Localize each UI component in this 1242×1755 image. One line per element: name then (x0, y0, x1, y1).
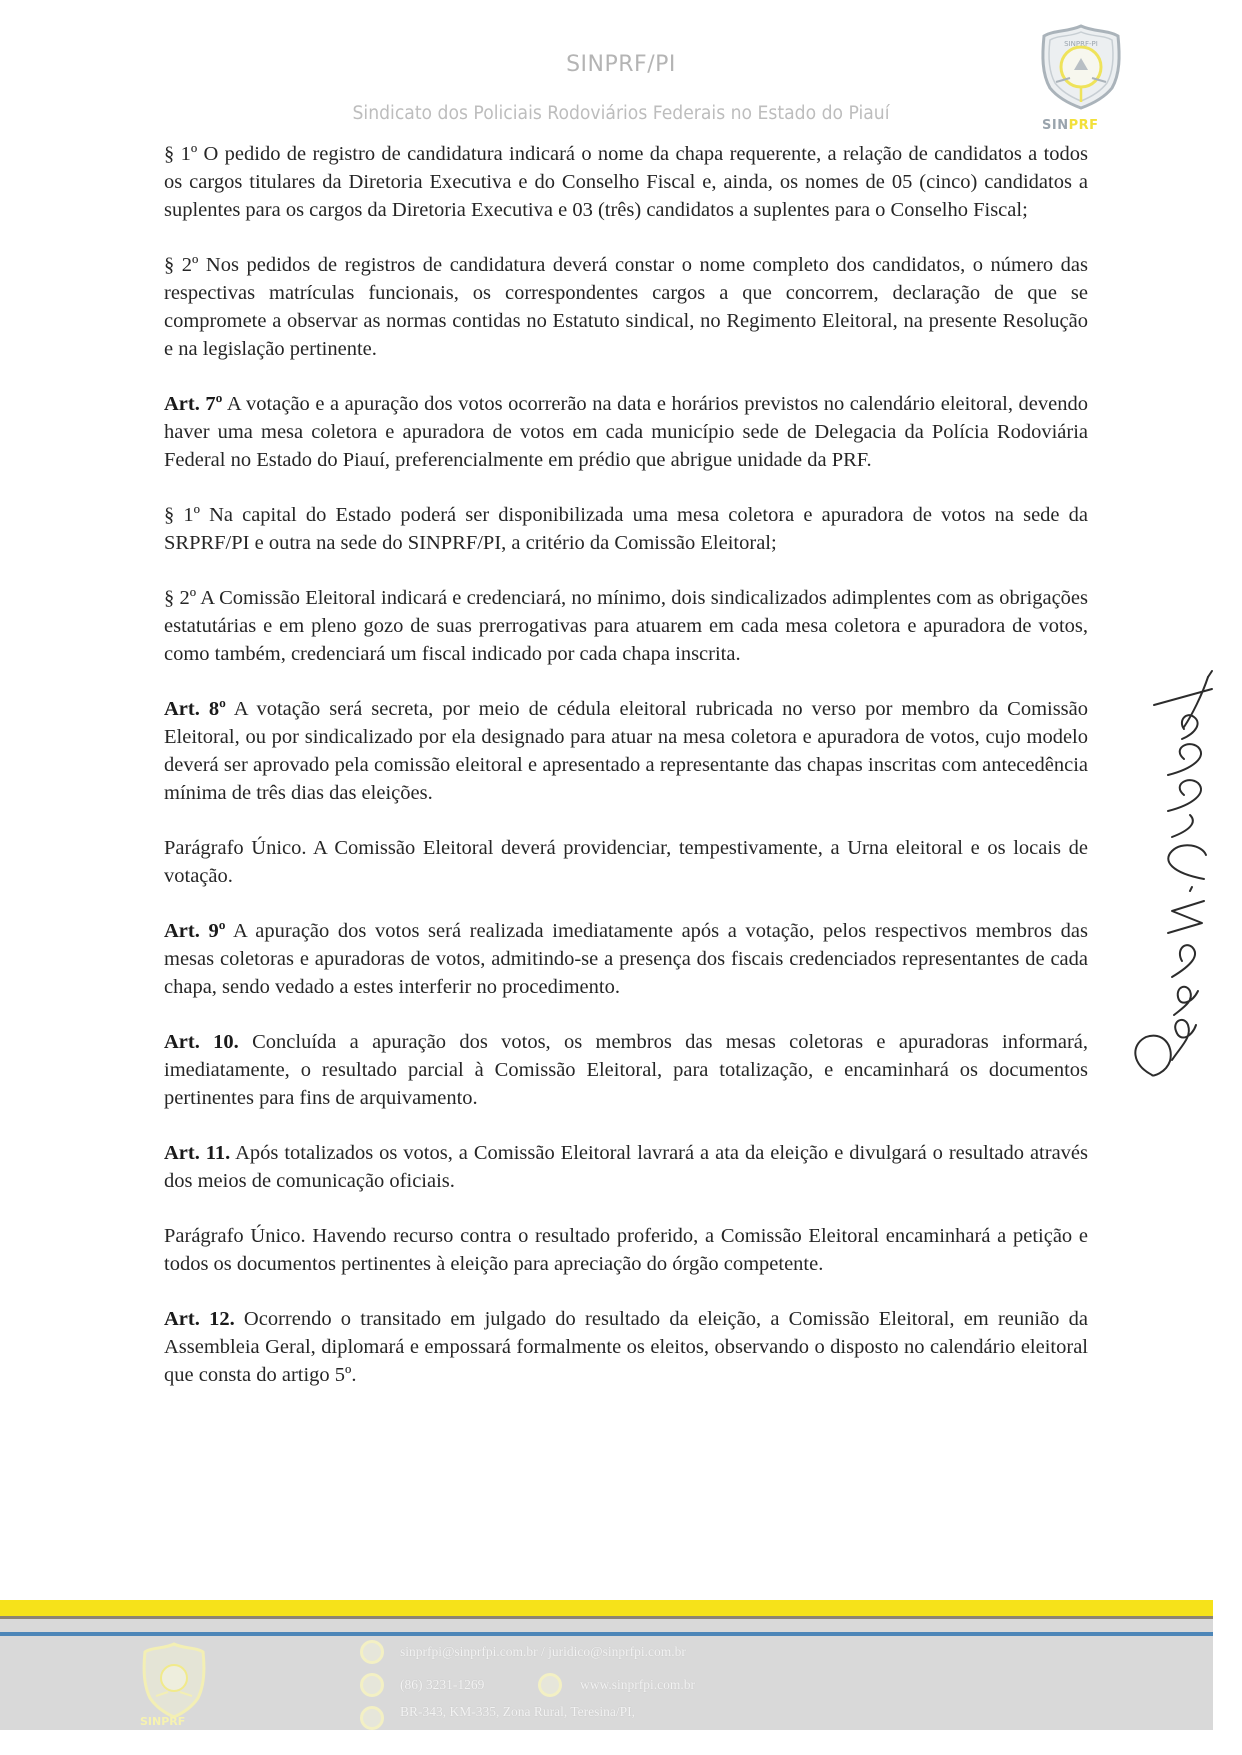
paragraph-text: § 1º O pedido de registro de candidatura indicará o nome da chapa requerente, a relação de candidatos a todos os cargos titulares da Diretoria Executiva e do Conselho Fiscal e, ainda, os nomes de 05 (cinco) candidatos a suplentes para os cargos da Diretoria Executiva e 03 (três) candidatos a suplentes para o Conselho Fiscal; (164, 143, 1088, 221)
paragraph-art7-p2 (164, 584, 1088, 668)
footer-logo-wordmark: SINPRF (140, 1715, 186, 1728)
footer-yellow-stripe (0, 1600, 1213, 1616)
paragraph-art6-p2 (164, 251, 1088, 363)
article-label: Art. 12. (164, 1308, 235, 1330)
paragraph-text: § 1º Na capital do Estado poderá ser disponibilizada uma mesa coletora e apuradora de votos na sede da SRPRF/PI e outra na sede do SINPRF/PI, a critério da Comissão Eleitoral; (164, 504, 1088, 554)
article-label: Art. 11. (164, 1142, 231, 1164)
handwritten-signature (1112, 665, 1227, 1085)
footer-address: BR-343, KM-335, Zona Rural, Teresina/PI, (400, 1704, 636, 1719)
paragraph-art6-p1 (164, 140, 1088, 224)
article-label: Art. 10. (164, 1031, 239, 1053)
paragraph-text: Parágrafo Único. A Comissão Eleitoral deverá providenciar, tempestivamente, a Urna eleitoral e os locais de votação. (164, 837, 1088, 887)
paragraph-text: A votação e a apuração dos votos ocorrerão na data e horários previstos no calendário eleitoral, devendo haver uma mesa coletora e apuradora de votos em cada município sede de Delegacia da Polícia Rodoviária Federal no Estado do Piauí, preferencialmente em prédio que abrigue unidade da PRF. (164, 393, 1088, 471)
footer-website-link[interactable]: www.sinprfpi.com.br (580, 1677, 695, 1692)
paragraph-text: Concluída a apuração dos votos, os membros das mesas coletoras e apuradoras informará, imediatamente, o resultado parcial à Comissão Eleitoral, para totalização, e encaminhará os documentos pertinentes para fins de arquivamento. (164, 1031, 1088, 1109)
page-header-title: SINPRF/PI (566, 52, 676, 77)
paragraph-text: § 2º A Comissão Eleitoral indicará e credenciará, no mínimo, dois sindicalizados adimplentes com as obrigações estatutárias e em pleno gozo de suas prerrogativas para atuarem em cada mesa coletora e apuradora de votos, como também, credenciará um fiscal indicado por cada chapa inscrita. (164, 587, 1088, 665)
paragraph-art7 (164, 390, 1088, 474)
paragraph-art7-p1 (164, 501, 1088, 557)
email-icon (360, 1640, 384, 1664)
article-label: Art. 7º (164, 393, 223, 415)
paragraph-art8 (164, 695, 1088, 807)
paragraph-text: § 2º Nos pedidos de registros de candidatura deverá constar o nome completo dos candidatos, o número das respectivas matrículas funcionais, os correspondentes cargos a que concorrem, declaração de que se compromete a observar as normas contidas no Estatuto sindical, no Regimento Eleitoral, na presente Resolução e na legislação pertinente. (164, 254, 1088, 360)
footer-divider-grey (0, 1616, 1213, 1619)
page-header-subtitle: Sindicato dos Policiais Rodoviários Federais no Estado do Piauí (352, 103, 890, 124)
paragraph-art11-unico (164, 1222, 1088, 1278)
article-label: Art. 8º (164, 698, 226, 720)
paragraph-text: A apuração dos votos será realizada imediatamente após a votação, pelos respectivos membros das mesas coletoras e apuradoras de votos, admitindo-se a presença dos fiscais credenciados representantes de cada chapa, sendo vedado a estes interferir no procedimento. (164, 920, 1088, 998)
sinprf-badge-icon (1036, 22, 1126, 110)
footer-email-link[interactable]: sinprfpi@sinprfpi.com.br / juridico@sinprfpi.com.br (400, 1644, 686, 1659)
header-logo-wordmark (1042, 118, 1099, 133)
phone-icon (360, 1673, 384, 1697)
paragraph-art10 (164, 1028, 1088, 1112)
sinprf-badge-icon (140, 1640, 208, 1720)
page-footer (0, 1600, 1213, 1730)
paragraph-art9 (164, 917, 1088, 1001)
paragraph-text: A votação será secreta, por meio de cédula eleitoral rubricada no verso por membro da Comissão Eleitoral, ou por sindicalizado por ela designado para atuar na mesa coletora e apuradora de votos, cujo modelo deverá ser aprovado pela comissão eleitoral e apresentado a representante das chapas inscritas com antecedência mínima de três dias das eleições. (164, 698, 1089, 804)
paragraph-text: Parágrafo Único. Havendo recurso contra o resultado proferido, a Comissão Eleitoral encaminhará a petição e todos os documentos pertinentes à eleição para apreciação do órgão competente. (164, 1225, 1088, 1275)
article-label: Art. 9º (164, 920, 226, 942)
document-body (164, 140, 1088, 1416)
footer-phone: (86) 3231-1269 (400, 1677, 485, 1692)
footer-divider-blue (0, 1632, 1213, 1636)
paragraph-art12 (164, 1305, 1088, 1389)
logo-wordmark-sin: SIN (1042, 118, 1069, 133)
paragraph-text: Após totalizados os votos, a Comissão Eleitoral lavrará a ata da eleição e divulgará o resultado através dos meios de comunicação oficiais. (164, 1142, 1088, 1192)
logo-wordmark-prf: PRF (1068, 118, 1099, 133)
paragraph-text: Ocorrendo o transitado em julgado do resultado da eleição, a Comissão Eleitoral, em reunião da Assembleia Geral, diplomará e empossará formalmente os eleitos, observando o disposto no calendário eleitoral que consta do artigo 5º. (164, 1308, 1088, 1386)
paragraph-art8-unico (164, 834, 1088, 890)
globe-icon (538, 1673, 562, 1697)
svg-text:SINPRF-PI: SINPRF-PI (1064, 40, 1098, 48)
paragraph-art11 (164, 1139, 1088, 1195)
location-pin-icon (360, 1706, 384, 1730)
